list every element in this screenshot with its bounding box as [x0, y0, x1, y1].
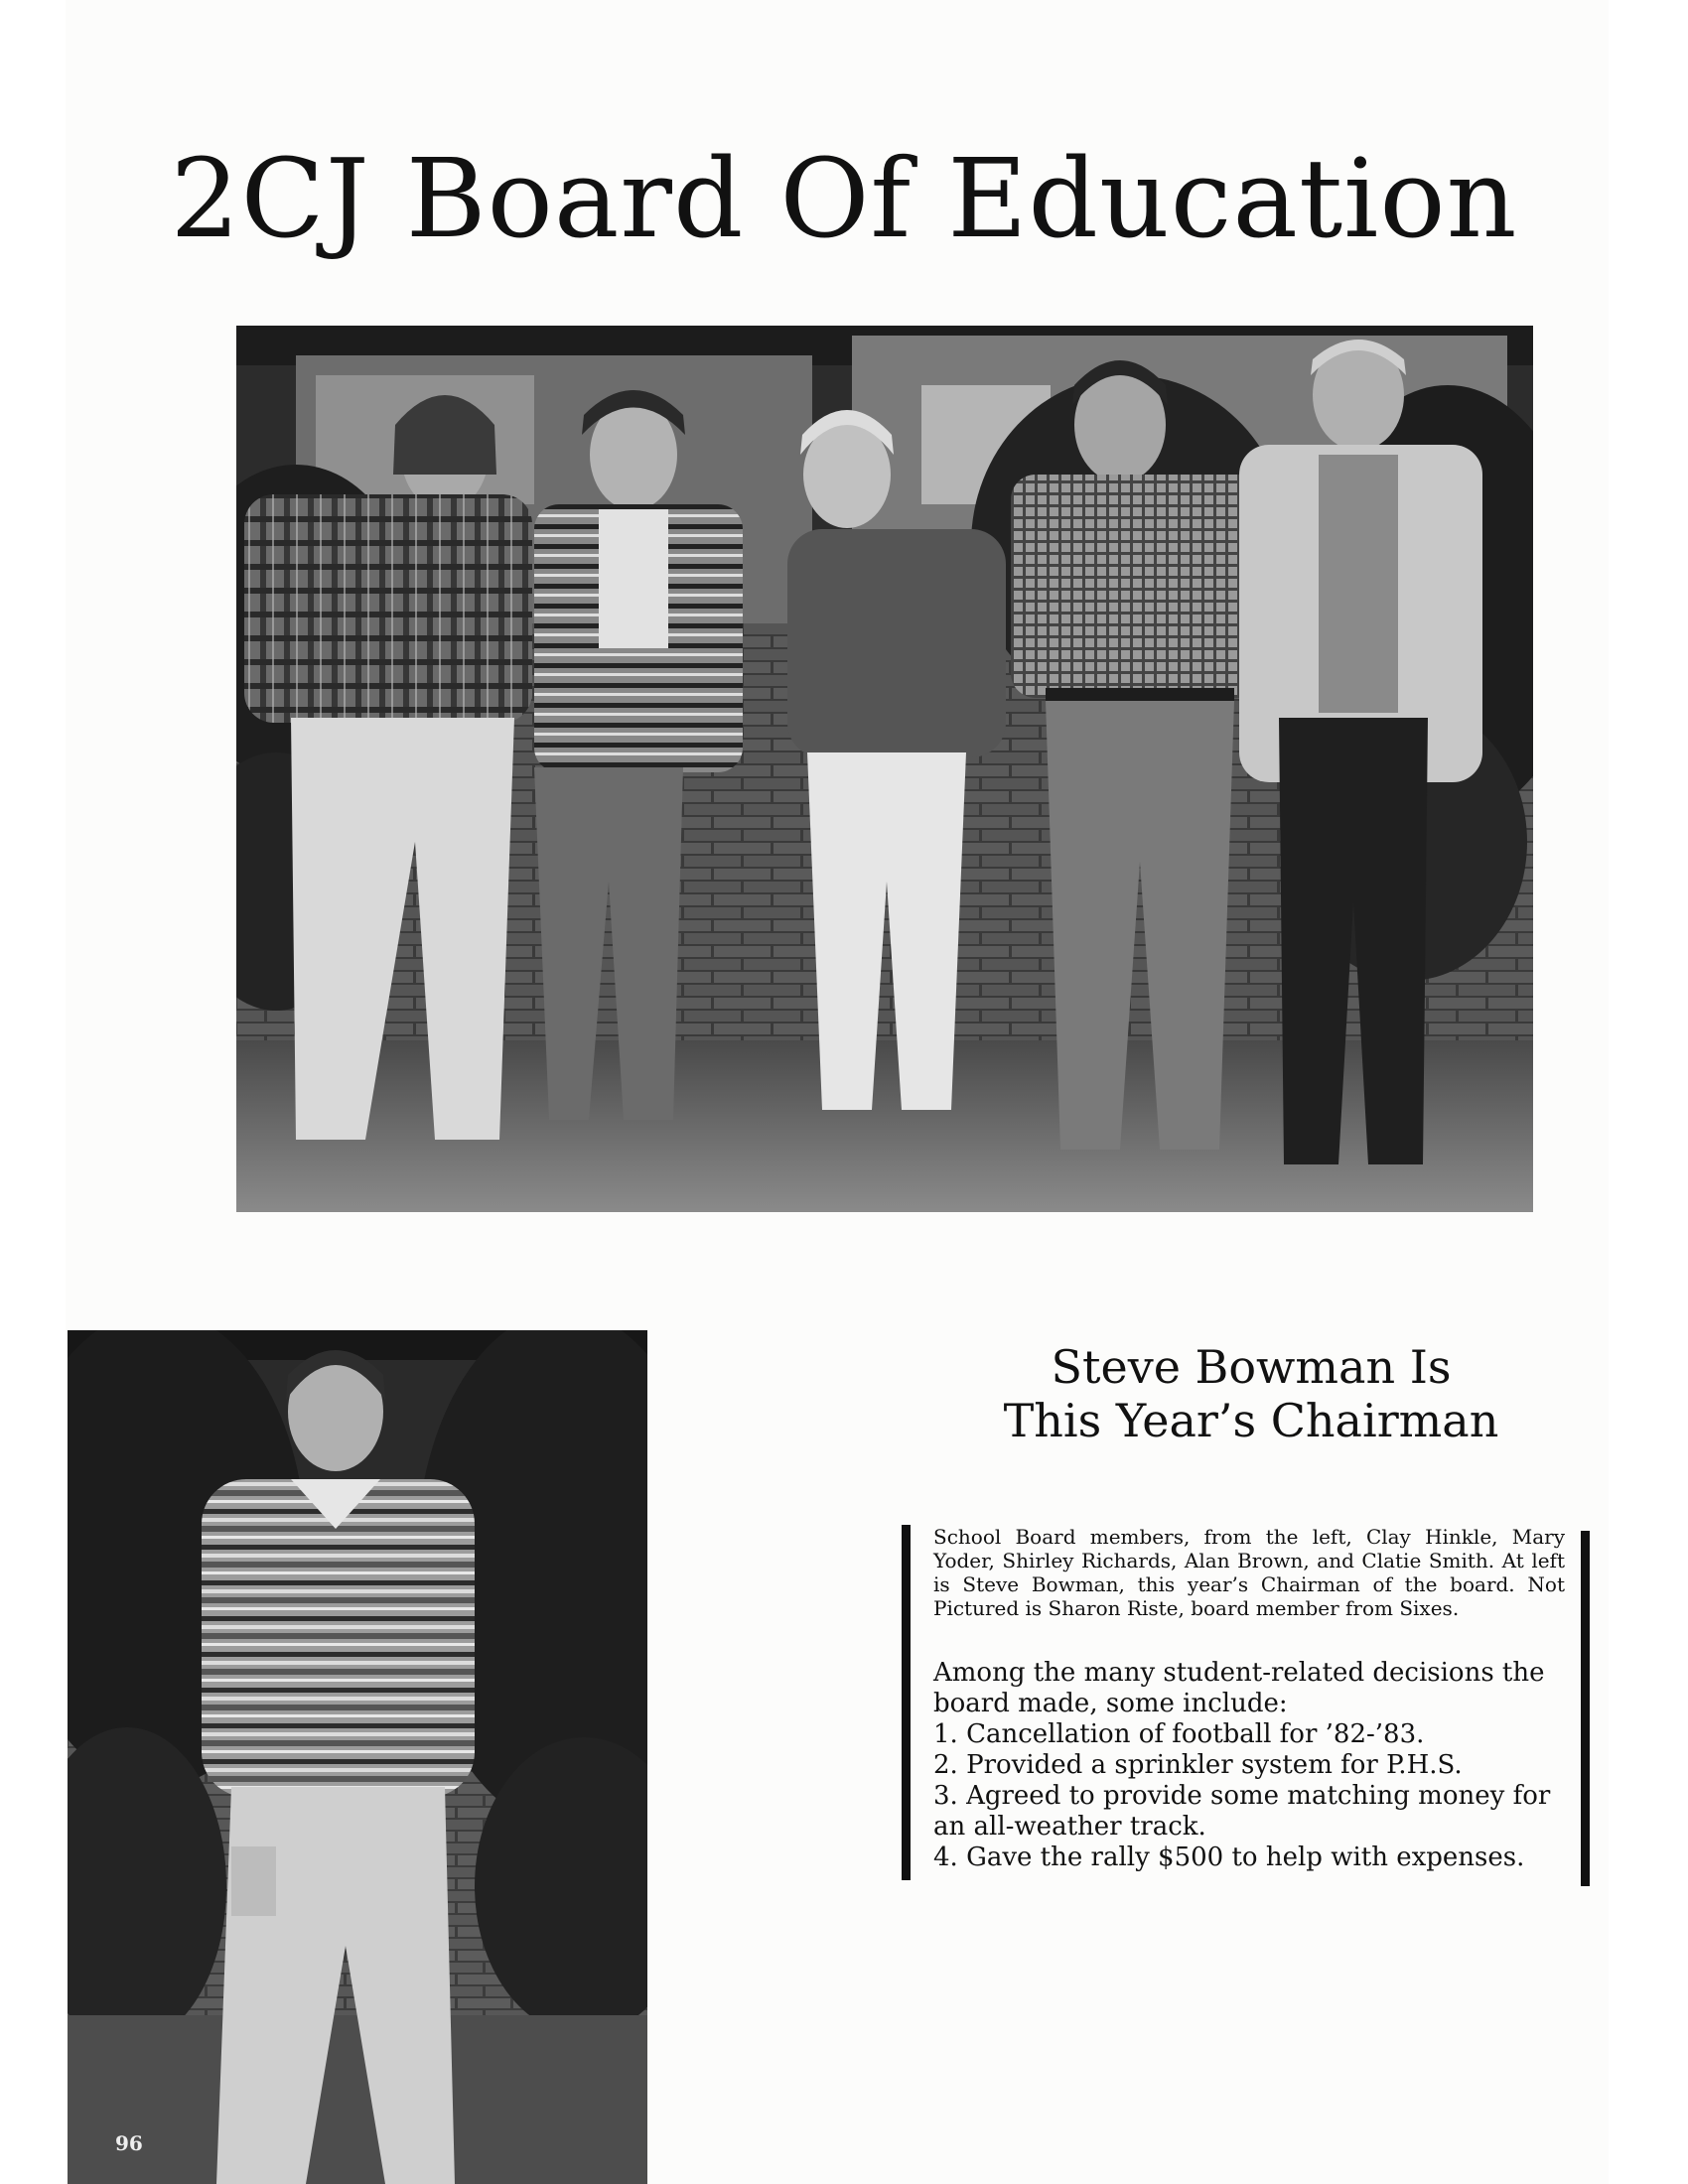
article-textbox: [902, 1525, 1597, 1880]
right-rule: [1581, 1531, 1590, 1886]
article-headline: [963, 1340, 1539, 1447]
headline-line-1: Steve Bowman Is: [1051, 1340, 1452, 1394]
group-photo-image: [236, 326, 1533, 1212]
page-number: 96: [115, 2131, 143, 2155]
headline-line-2: This Year’s Chairman: [1003, 1394, 1499, 1447]
list-item: 2. Provided a sprinkler system for P.H.S.: [933, 1750, 1463, 1780]
decisions-intro: Among the many student-related decisions the board made, some include:: [933, 1658, 1545, 1718]
decisions-list: [933, 1719, 1569, 1873]
left-rule: [902, 1525, 911, 1880]
chairman-photo-image: [68, 1330, 647, 2184]
list-item: 3. Agreed to provide some matching money for an all-weather track.: [933, 1781, 1551, 1842]
page-title: 2CJ Board Of Education: [170, 135, 1518, 262]
chairman-photo: [68, 1330, 647, 2184]
list-item: 4. Gave the rally $500 to help with expenses.: [933, 1843, 1525, 1872]
photo-caption: School Board members, from the left, Clay Hinkle, Mary Yoder, Shirley Richards, Alan Brown, and Clatie Smith. At left is Steve Bowman, this year’s Chairman of the board. Not Pictured is Sharon Riste, board member from Sixes.: [933, 1525, 1565, 1620]
group-photo: [236, 326, 1533, 1212]
list-item: 1. Cancellation of football for ’82-’83.: [933, 1719, 1425, 1749]
